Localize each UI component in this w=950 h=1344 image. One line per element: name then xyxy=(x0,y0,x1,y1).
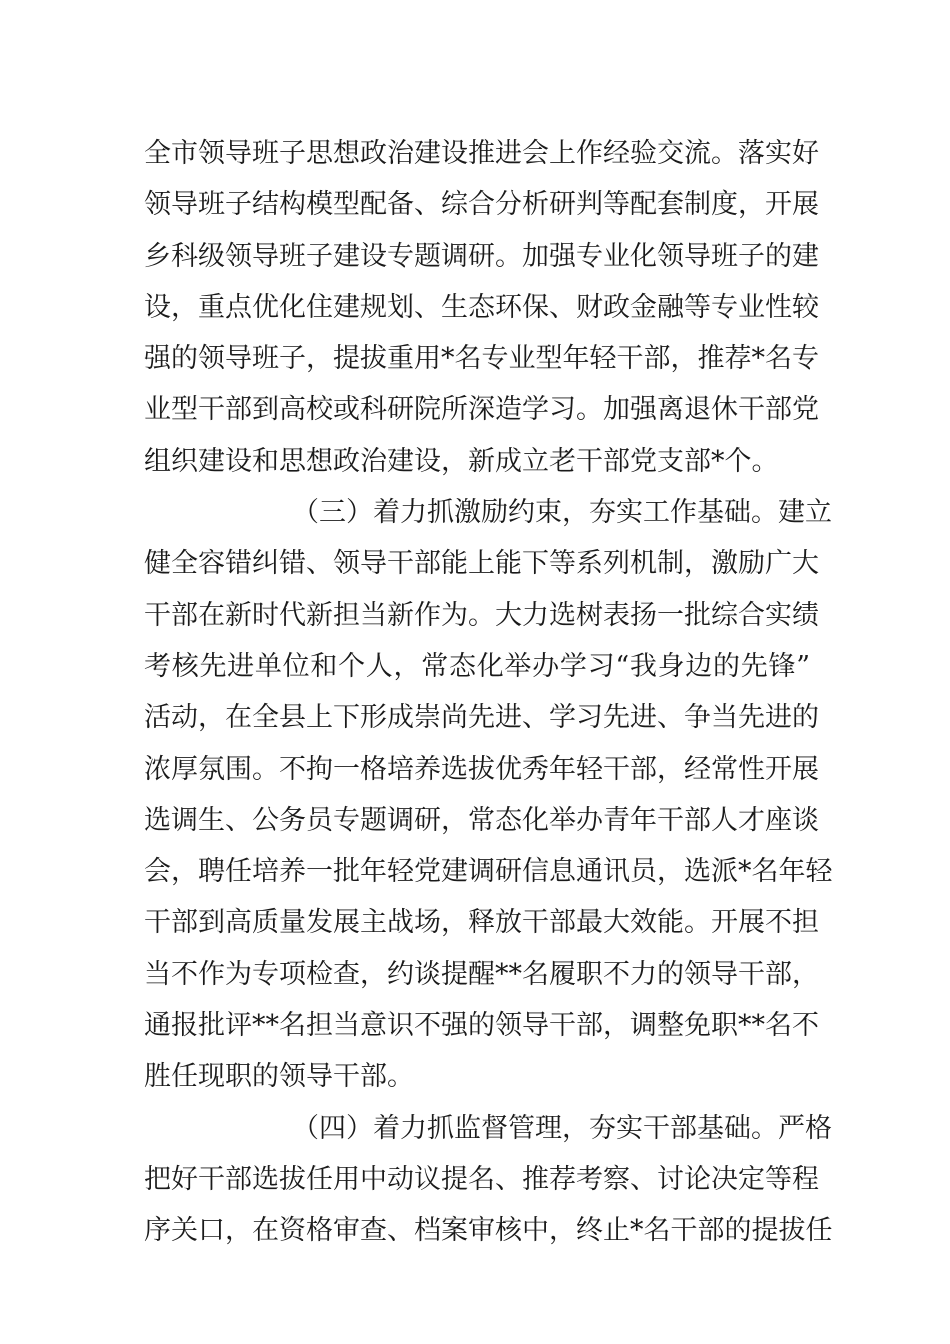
text-line: 选调生、公务员专题调研，常态化举办青年干部人才座谈 xyxy=(144,804,819,836)
text-line: 通报批评**名担当意识不强的领导干部，调整免职**名不 xyxy=(144,1010,819,1042)
text-line: 胜任现职的领导干部。 xyxy=(144,1061,414,1093)
text-line: 干部到高质量发展主战场，释放干部最大效能。开展不担 xyxy=(144,907,819,939)
text-line: 乡科级领导班子建设专题调研。加强专业化领导班子的建 xyxy=(144,240,819,272)
section-heading-line: （四）着力抓监督管理，夯实干部基础。严格 xyxy=(292,1112,832,1144)
section-heading-line: （三）着力抓激励约束，夯实工作基础。建立 xyxy=(292,497,832,529)
text-line: 强的领导班子，提拔重用*名专业型年轻干部，推荐*名专 xyxy=(144,343,819,375)
text-line: 浓厚氛围。不拘一格培养选拔优秀年轻干部，经常性开展 xyxy=(144,753,819,785)
text-line: 健全容错纠错、领导干部能上能下等系列机制，激励广大 xyxy=(144,548,819,580)
text-line: 考核先进单位和个人，常态化举办学习“我身边的先锋” xyxy=(144,650,810,682)
document-page xyxy=(144,128,833,1257)
text-line: 全市领导班子思想政治建设推进会上作经验交流。落实好 xyxy=(144,138,819,169)
text-line: 组织建设和思想政治建设，新成立老干部党支部*个。 xyxy=(144,445,779,477)
paragraph-3 xyxy=(144,1103,833,1257)
paragraph-2 xyxy=(144,487,833,1103)
text-line: 领导班子结构模型配备、综合分析研判等配套制度，开展 xyxy=(144,189,819,221)
text-line: 会，聘任培养一批年轻党建调研信息通讯员，选派*名年轻 xyxy=(144,856,833,888)
paragraph-1 xyxy=(144,128,819,487)
text-line: 设，重点优化住建规划、生态环保、财政金融等专业性较 xyxy=(144,291,819,323)
text-line: 把好干部选拔任用中动议提名、推荐考察、讨论决定等程 xyxy=(144,1163,819,1195)
text-line: 业型干部到高校或科研院所深造学习。加强离退休干部党 xyxy=(144,394,819,426)
text-line: 干部在新时代新担当新作为。大力选树表扬一批综合实绩 xyxy=(144,599,819,631)
text-line: 序关口，在资格审查、档案审核中，终止*名干部的提拔任 xyxy=(144,1215,833,1247)
text-line: 活动，在全县上下形成崇尚先进、学习先进、争当先进的 xyxy=(144,702,819,734)
text-line: 当不作为专项检查，约谈提醒**名履职不力的领导干部， xyxy=(144,958,819,990)
